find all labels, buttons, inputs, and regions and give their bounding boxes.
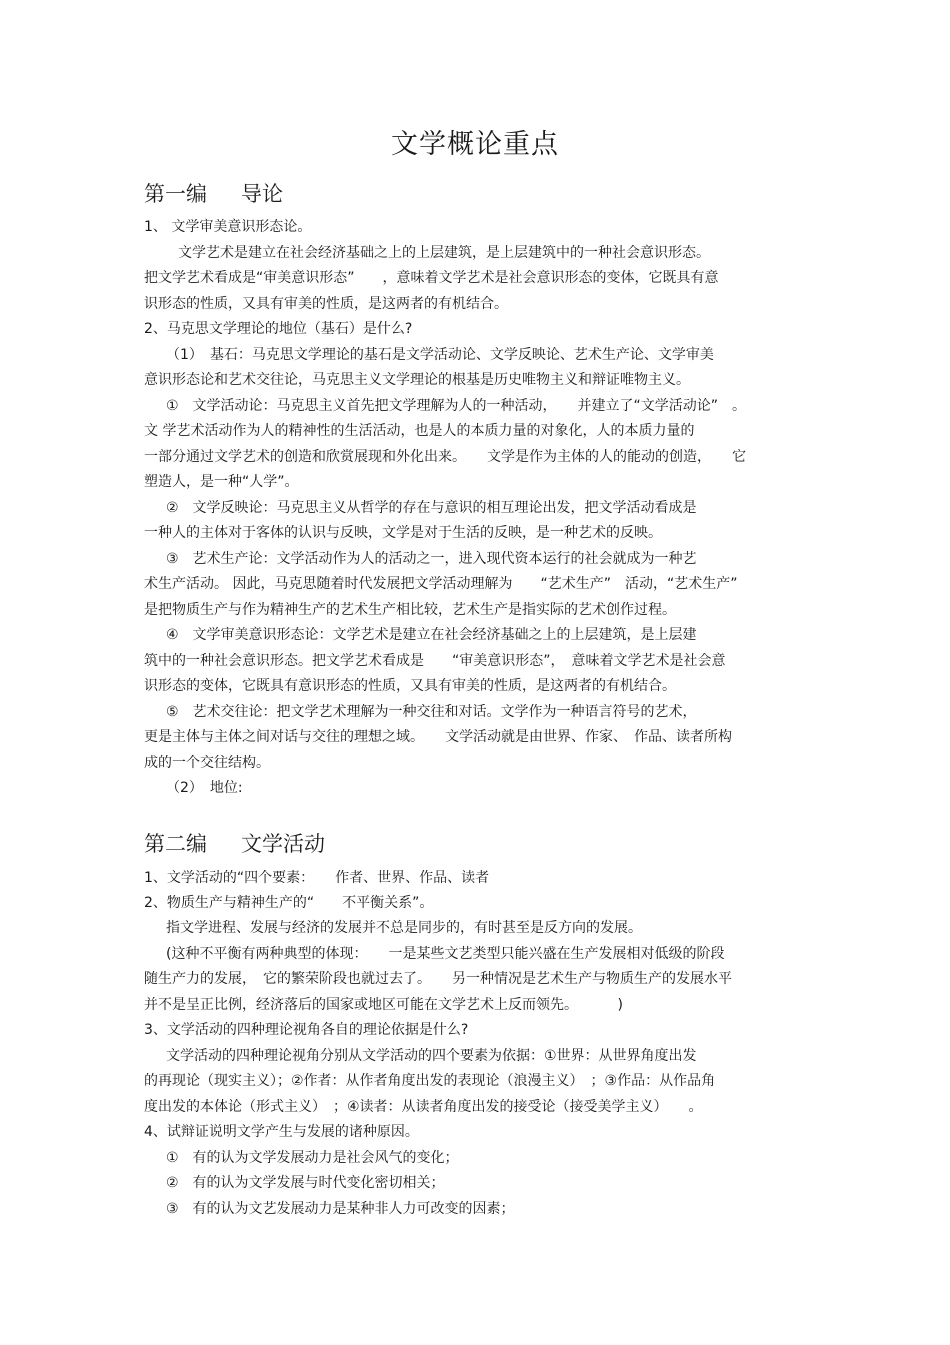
text-line: 3、文学活动的四种理论视角各自的理论依据是什么? (144, 1022, 469, 1038)
text-line: 指文学进程、发展与经济的发展并不总是同步的，有时甚至是反方向的发展。 (166, 920, 642, 936)
section-heading-2 (144, 828, 325, 858)
text-line: 识形态的变体，它既具有意识形态的性质，又具有审美的性质，是这两者的有机结合。 (144, 678, 676, 694)
text-line: 更是主体与主体之间对话与交往的理想之域。 文学活动就是由世界、作家、 作品、读者所构 (144, 729, 732, 745)
text-line: ① 有的认为文学发展动力是社会风气的变化； (166, 1150, 459, 1166)
text-line: 的再现论（现实主义）；②作者：从作者角度出发的表现论（浪漫主义） ；③作品：从作品角 (144, 1073, 716, 1089)
text-line: （2） 地位: (166, 780, 243, 796)
text-line: 成的一个交往结构。 (144, 755, 270, 771)
text-line: 文学艺术是建立在社会经济基础之上的上层建筑，是上层建筑中的一种社会意识形态。 (178, 245, 710, 261)
section-name: 文学活动 (241, 832, 325, 856)
text-line: 塑造人，是一种“人学”。 (144, 474, 299, 490)
text-line: 度出发的本体论（形式主义） ；④读者：从读者角度出发的接受论（接受美学主义） 。 (144, 1099, 703, 1115)
text-line: ③ 有的认为文艺发展动力是某种非人力可改变的因素； (166, 1201, 515, 1217)
section-name: 导论 (241, 182, 283, 206)
text-line: 1、文学活动的“四个要素： 作者、世界、作品、读者 (144, 870, 490, 886)
text-line: 一种人的主体对于客体的认识与反映，文学是对于生活的反映，是一种艺术的反映。 (144, 525, 662, 541)
text-line: 识形态的性质，又具有审美的性质，是这两者的有机结合。 (144, 296, 508, 312)
text-line: 文 学艺术活动作为人的精神性的生活活动，也是人的本质力量的对象化，人的本质力量的 (144, 423, 695, 439)
text-line: 1、 文学审美意识形态论。 (144, 219, 312, 235)
text-line: 术生产活动。 因此，马克思随着时代发展把文学活动理解为 “艺术生产” 活动，“艺术生产” (144, 576, 738, 592)
text-line: （1） 基石：马克思文学理论的基石是文学活动论、文学反映论、艺术生产论、文学审美 (166, 347, 714, 363)
text-line: ① 文学活动论：马克思主义首先把文学理解为人的一种活动， 并建立了“文学活动论” 。 (166, 398, 747, 414)
text-line: 并不是呈正比例，经济落后的国家或地区可能在文学艺术上反而领先。 ) (144, 997, 623, 1013)
text-line: 文学活动的四种理论视角分别从文学活动的四个要素为依据：①世界：从世界角度出发 (166, 1048, 697, 1064)
text-line: 意识形态论和艺术交往论，马克思主义文学理论的根基是历史唯物主义和辩证唯物主义。 (144, 372, 690, 388)
text-line: 2、马克思文学理论的地位（基石）是什么? (144, 321, 413, 337)
text-line: ⑤ 艺术交往论：把文学艺术理解为一种交往和对话。文学作为一种语言符号的艺术， (166, 704, 697, 720)
text-line: ④ 文学审美意识形态论：文学艺术是建立在社会经济基础之上的上层建筑，是上层建 (166, 627, 697, 643)
document-title: 文学概论重点 (391, 129, 559, 160)
section-number: 第一编 (144, 182, 207, 206)
text-line: 把文学艺术看成是“审美意识形态” ，意味着文学艺术是社会意识形态的变体，它既具有意 (144, 270, 719, 286)
section-heading-1 (144, 178, 283, 208)
text-line: 筑中的一种社会意识形态。把文学艺术看成是 “审美意识形态”， 意味着文学艺术是社会意 (144, 653, 726, 669)
text-line: 2、物质生产与精神生产的“ 不平衡关系”。 (144, 895, 434, 911)
text-line: 随生产力的发展， 它的繁荣阶段也就过去了。 另一种情况是艺术生产与物质生产的发展水平 (144, 971, 732, 987)
section-number: 第二编 (144, 832, 207, 856)
text-line: 是把物质生产与作为精神生产的艺术生产相比较，艺术生产是指实际的艺术创作过程。 (144, 602, 676, 618)
text-line: 一部分通过文学艺术的创造和欣赏展现和外化出来。 文学是作为主体的人的能动的创造， 它 (144, 449, 746, 465)
text-line: ② 有的认为文学发展与时代变化密切相关； (166, 1175, 445, 1191)
text-line: ③ 艺术生产论：文学活动作为人的活动之一，进入现代资本运行的社会就成为一种艺 (166, 551, 697, 567)
text-line: (这种不平衡有两种典型的体现： 一是某些文艺类型只能兴盛在生产发展相对低级的阶段 (166, 946, 725, 962)
text-line: ② 文学反映论：马克思主义从哲学的存在与意识的相互理论出发，把文学活动看成是 (166, 500, 697, 516)
text-line: 4、试辩证说明文学产生与发展的诸种原因。 (144, 1124, 419, 1140)
